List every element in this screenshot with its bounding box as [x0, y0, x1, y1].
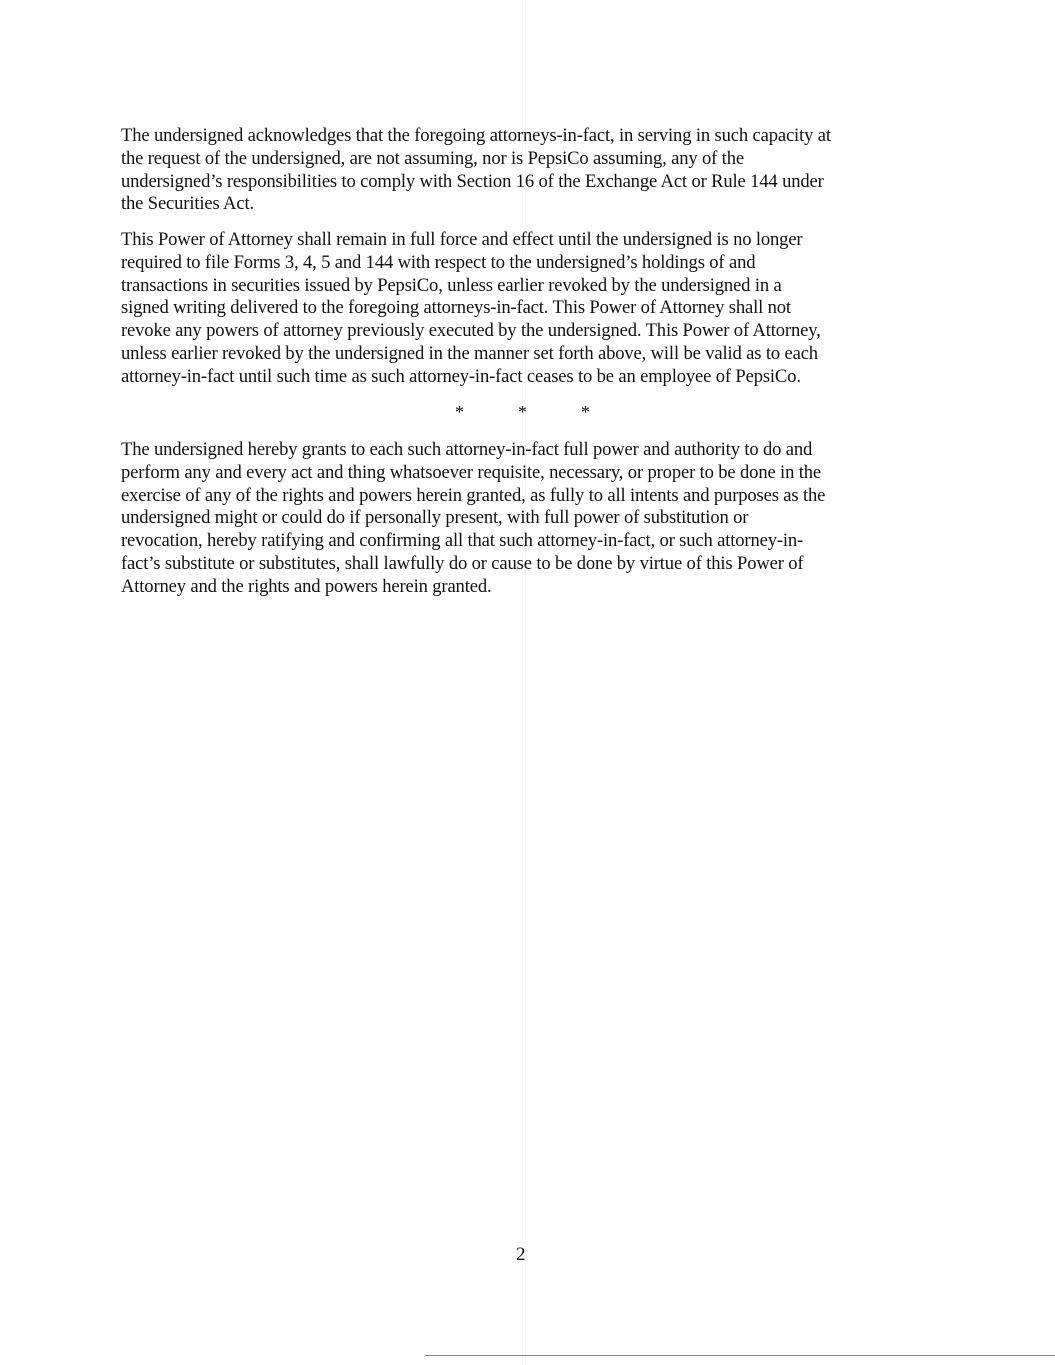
text-line: the request of the undersigned, are not assuming, nor is PepsiCo assuming, any of the — [121, 147, 744, 169]
page-number: 2 — [516, 1244, 526, 1265]
text-line: transactions in securities issued by PepsiCo, unless earlier revoked by the undersigned in a — [121, 274, 782, 296]
paragraph-grant-of-authority — [121, 439, 825, 599]
text-line: This Power of Attorney shall remain in full force and effect until the undersigned is no longer — [121, 229, 803, 250]
text-line: undersigned might or could do if personally present, with full power of substitution or — [121, 507, 749, 529]
section-separator — [455, 402, 644, 423]
text-line: required to file Forms 3, 4, 5 and 144 with respect to the undersigned’s holdings of and — [121, 251, 756, 273]
asterisk: * — [581, 402, 590, 422]
asterisk: * — [518, 402, 527, 422]
text-line: perform any and every act and thing whatsoever requisite, necessary, or proper to be done in the — [121, 461, 821, 483]
text-line: signed writing delivered to the foregoing attorneys-in-fact. This Power of Attorney shall not — [121, 297, 791, 319]
text-line: exercise of any of the rights and powers herein granted, as fully to all intents and purposes as the — [121, 484, 826, 506]
text-line: revoke any powers of attorney previously executed by the undersigned. This Power of Attorney, — [121, 320, 821, 342]
footer-rule — [425, 1355, 1055, 1356]
text-line: The undersigned hereby grants to each such attorney-in-fact full power and authority to do and — [121, 439, 813, 460]
text-line: unless earlier revoked by the undersigned in the manner set forth above, will be valid as to each — [121, 342, 818, 364]
paragraph-acknowledgement — [121, 125, 831, 216]
text-line: the Securities Act. — [121, 193, 254, 215]
asterisk: * — [455, 402, 464, 422]
text-line: The undersigned acknowledges that the foregoing attorneys-in-fact, in serving in such capacity at — [121, 125, 831, 146]
text-line: Attorney and the rights and powers herein granted. — [121, 575, 492, 597]
text-line: undersigned’s responsibilities to comply with Section 16 of the Exchange Act or Rule 144 under — [121, 170, 824, 192]
text-line: revocation, hereby ratifying and confirming all that such attorney-in-fact, or such attorney-in- — [121, 530, 804, 552]
text-line: attorney-in-fact until such time as such attorney-in-fact ceases to be an employee of PepsiCo. — [121, 365, 801, 387]
paragraph-duration — [121, 229, 821, 389]
text-line: fact’s substitute or substitutes, shall lawfully do or cause to be done by virtue of this Power of — [121, 552, 804, 574]
